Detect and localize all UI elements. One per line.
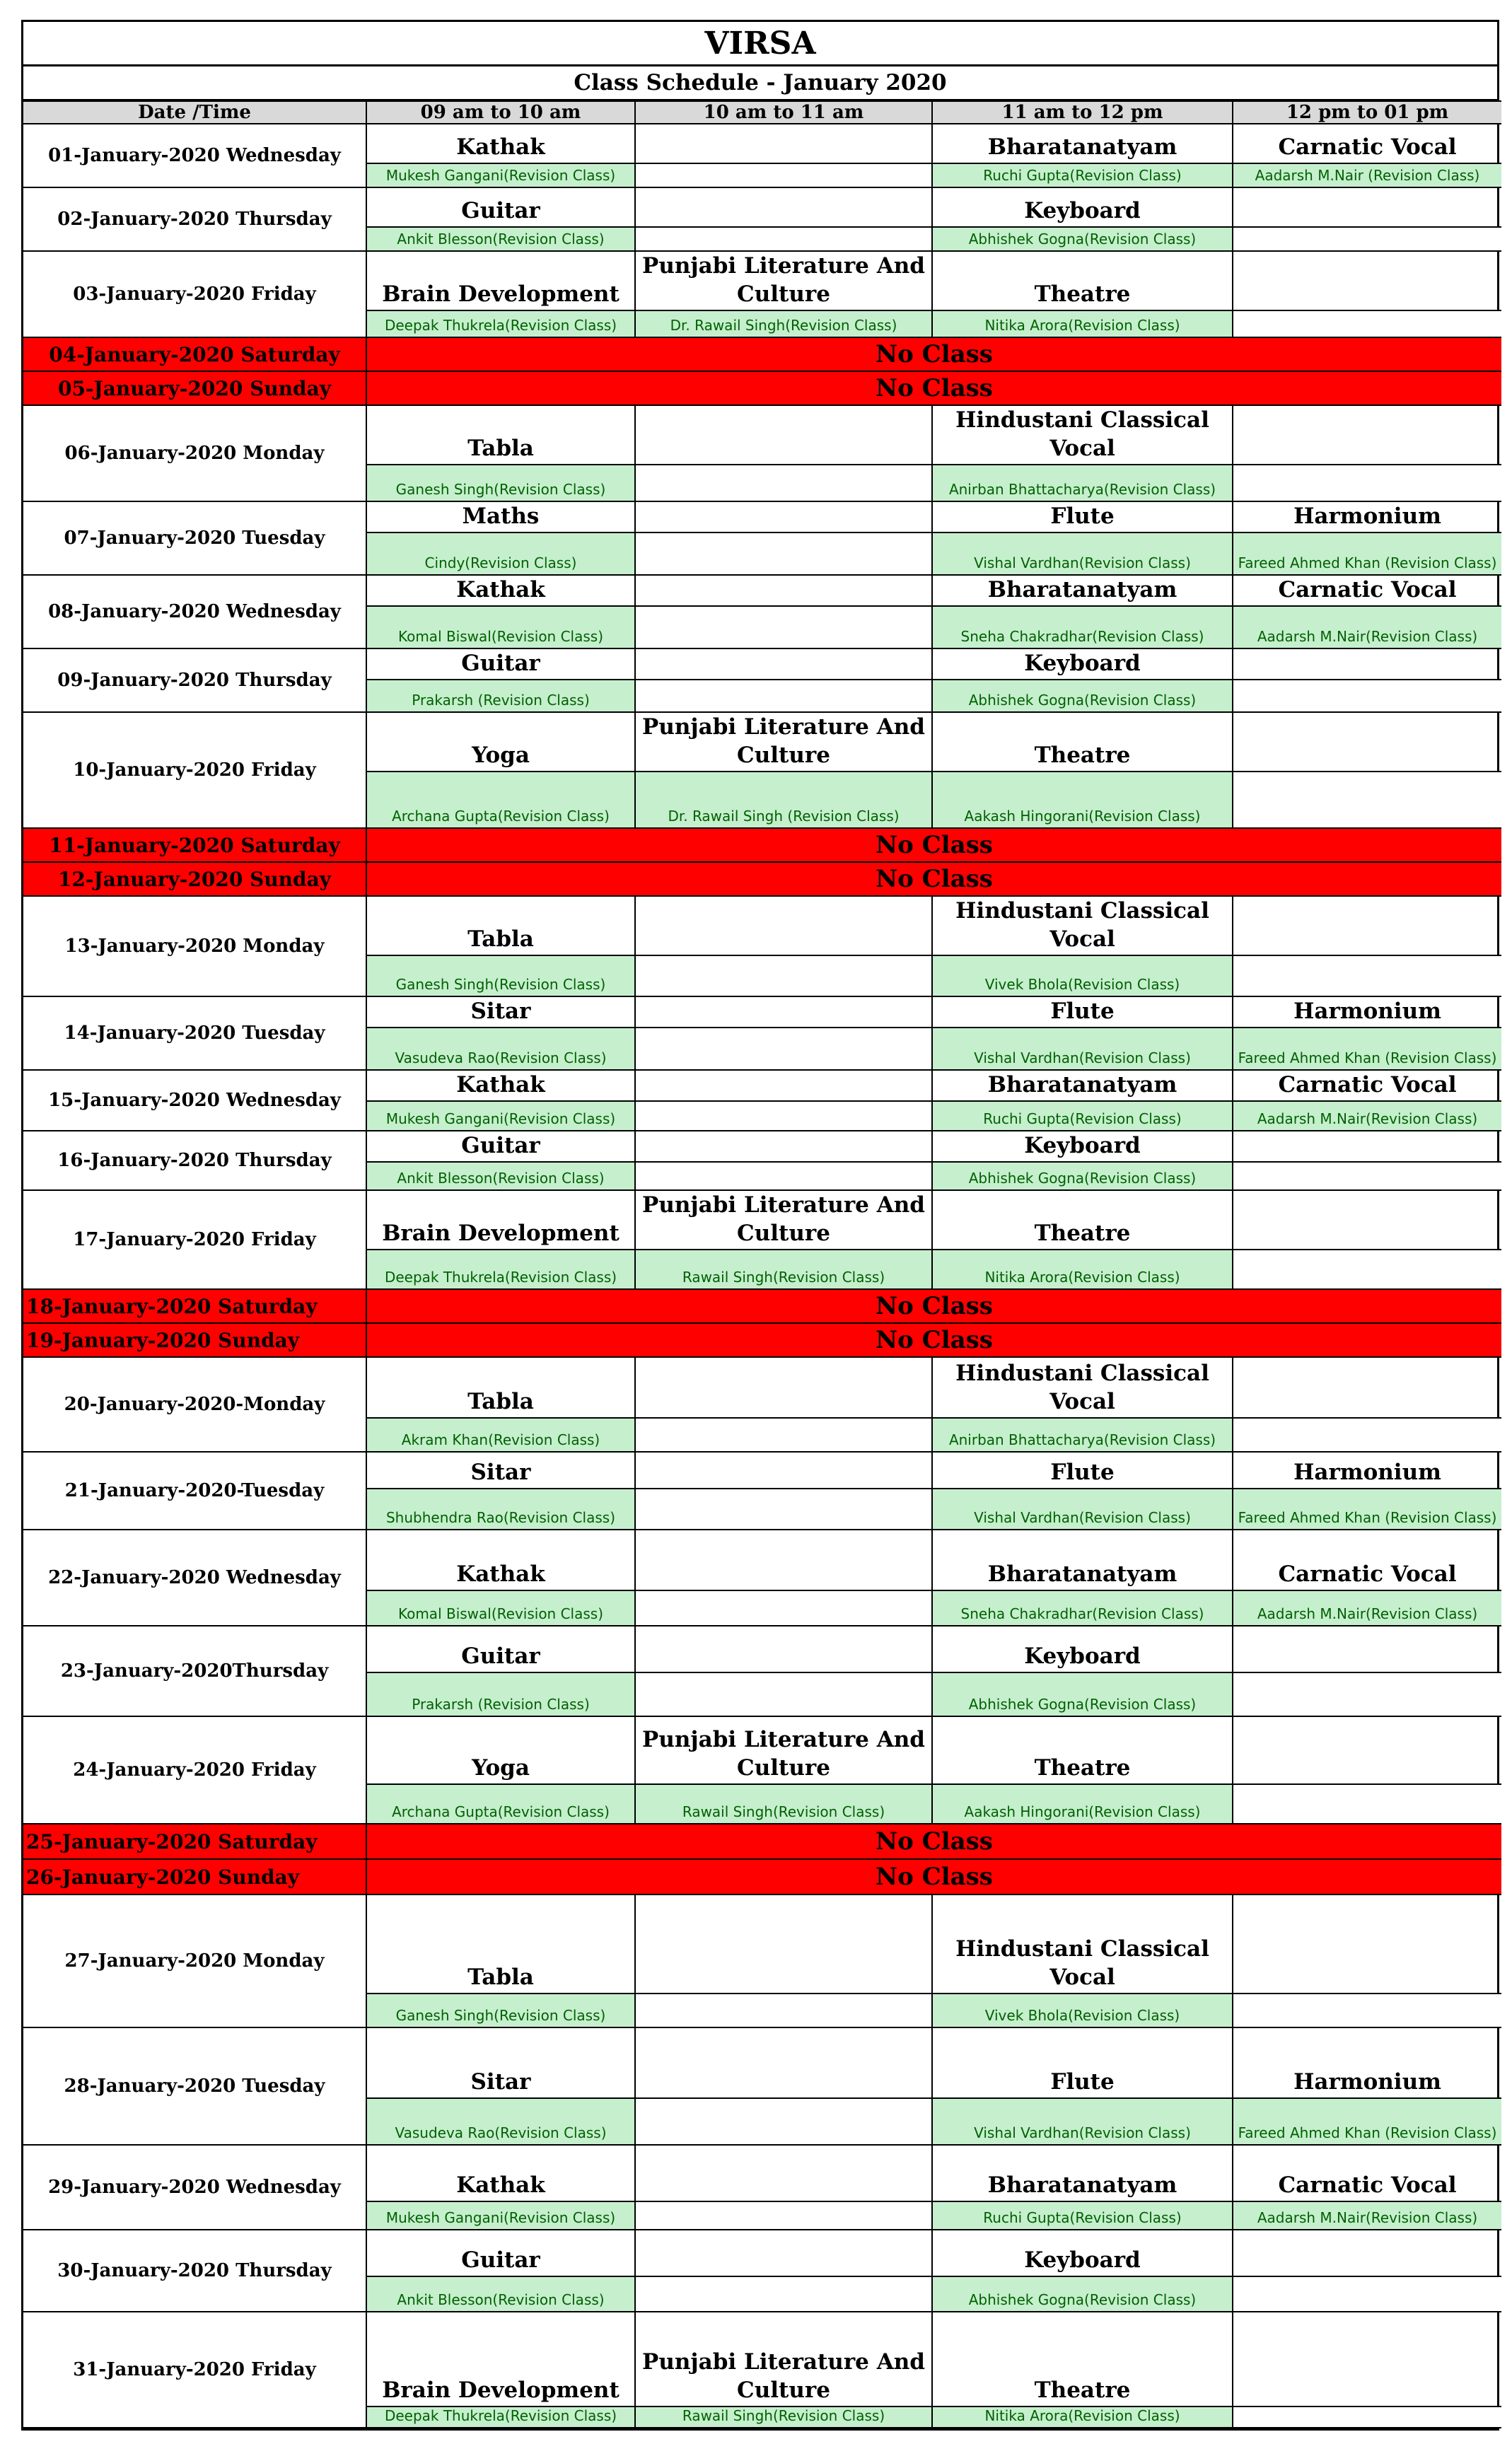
empty-class-cell <box>635 575 932 606</box>
teacher-cell: Deepak Thukrela(Revision Class) <box>366 2406 635 2428</box>
empty-class-cell <box>1233 1357 1501 1418</box>
class-punjabi-literature-and-culture: Punjabi Literature And Culture <box>635 712 932 772</box>
class-harmonium: Harmonium <box>1233 996 1501 1028</box>
date-cell: 04-January-2020 Saturday <box>23 337 366 371</box>
empty-teacher-cell <box>1233 310 1501 337</box>
class-row <box>23 251 1501 310</box>
empty-class-cell <box>1233 2230 1501 2276</box>
class-tabla: Tabla <box>366 1357 635 1418</box>
class-guitar: Guitar <box>366 187 635 227</box>
date-cell: 13-January-2020 Monday <box>23 896 366 996</box>
class-keyboard: Keyboard <box>932 1626 1233 1672</box>
empty-teacher-cell <box>635 1101 932 1131</box>
empty-teacher-cell <box>635 532 932 575</box>
no-class-label: No Class <box>366 337 1501 371</box>
date-cell: 11-January-2020 Saturday <box>23 828 366 862</box>
teacher-cell: Aadarsh M.Nair(Revision Class) <box>1233 2201 1501 2230</box>
teacher-cell: Vishal Vardhan(Revision Class) <box>932 1489 1233 1530</box>
class-hindustani-classical-vocal: Hindustani Classical Vocal <box>932 1357 1233 1418</box>
empty-class-cell <box>635 896 932 955</box>
no-class-row <box>23 1323 1501 1357</box>
class-sitar: Sitar <box>366 2027 635 2098</box>
empty-class-cell <box>1233 1626 1501 1672</box>
teacher-cell: Fareed Ahmed Khan (Revision Class) <box>1233 2098 1501 2145</box>
empty-teacher-cell <box>635 1162 932 1190</box>
date-cell: 16-January-2020 Thursday <box>23 1131 366 1190</box>
teacher-cell: Aadarsh M.Nair (Revision Class) <box>1233 163 1501 187</box>
teacher-cell: Vishal Vardhan(Revision Class) <box>932 1028 1233 1070</box>
class-tabla: Tabla <box>366 1895 635 1994</box>
class-guitar: Guitar <box>366 1131 635 1162</box>
class-carnatic-vocal: Carnatic Vocal <box>1233 1530 1501 1590</box>
no-class-row <box>23 371 1501 405</box>
class-row <box>23 1626 1501 1672</box>
date-cell: 28-January-2020 Tuesday <box>23 2027 366 2145</box>
date-cell: 05-January-2020 Sunday <box>23 371 366 405</box>
date-cell: 01-January-2020 Wednesday <box>23 124 366 187</box>
class-punjabi-literature-and-culture: Punjabi Literature And Culture <box>635 1716 932 1784</box>
empty-class-cell <box>635 2145 932 2201</box>
teacher-cell: Aakash Hingorani(Revision Class) <box>932 1784 1233 1824</box>
date-cell: 29-January-2020 Wednesday <box>23 2145 366 2230</box>
teacher-cell: Vasudeva Rao(Revision Class) <box>366 2098 635 2145</box>
empty-class-cell <box>635 405 932 465</box>
empty-class-cell <box>1233 1716 1501 1784</box>
empty-teacher-cell <box>1233 2406 1501 2428</box>
teacher-cell: Abhishek Gogna(Revision Class) <box>932 227 1233 251</box>
class-bharatanatyam: Bharatanatyam <box>932 1530 1233 1590</box>
teacher-cell: Ankit Blesson(Revision Class) <box>366 227 635 251</box>
teacher-cell: Vivek Bhola(Revision Class) <box>932 955 1233 996</box>
no-class-row <box>23 862 1501 896</box>
empty-teacher-cell <box>1233 227 1501 251</box>
teacher-cell: Dr. Rawail Singh(Revision Class) <box>635 310 932 337</box>
empty-teacher-cell <box>1233 465 1501 501</box>
teacher-cell: Mukesh Gangani(Revision Class) <box>366 1101 635 1131</box>
class-hindustani-classical-vocal: Hindustani Classical Vocal <box>932 1895 1233 1994</box>
empty-teacher-cell <box>1233 1418 1501 1452</box>
class-hindustani-classical-vocal: Hindustani Classical Vocal <box>932 896 1233 955</box>
class-row <box>23 575 1501 606</box>
teacher-cell: Vivek Bhola(Revision Class) <box>932 1994 1233 2027</box>
class-keyboard: Keyboard <box>932 648 1233 680</box>
date-cell: 26-January-2020 Sunday <box>23 1859 366 1895</box>
teacher-cell: Nitika Arora(Revision Class) <box>932 310 1233 337</box>
class-brain-development: Brain Development <box>366 251 635 310</box>
empty-class-cell <box>1233 896 1501 955</box>
class-row <box>23 1190 1501 1250</box>
teacher-cell: Rawail Singh(Revision Class) <box>635 2406 932 2428</box>
class-row <box>23 2145 1501 2201</box>
empty-class-cell <box>1233 187 1501 227</box>
class-yoga: Yoga <box>366 1716 635 1784</box>
class-maths: Maths <box>366 501 635 532</box>
schedule-sheet <box>21 20 1499 2431</box>
class-theatre: Theatre <box>932 1190 1233 1250</box>
teacher-cell: Abhishek Gogna(Revision Class) <box>932 680 1233 712</box>
class-guitar: Guitar <box>366 1626 635 1672</box>
teacher-cell: Vishal Vardhan(Revision Class) <box>932 532 1233 575</box>
class-keyboard: Keyboard <box>932 187 1233 227</box>
date-cell: 06-January-2020 Monday <box>23 405 366 501</box>
no-class-label: No Class <box>366 862 1501 896</box>
empty-class-cell <box>635 1070 932 1101</box>
class-carnatic-vocal: Carnatic Vocal <box>1233 124 1501 163</box>
teacher-cell: Abhishek Gogna(Revision Class) <box>932 1162 1233 1190</box>
header-slot-4: 12 pm to 01 pm <box>1233 101 1501 124</box>
teacher-cell: Komal Biswal(Revision Class) <box>366 606 635 648</box>
class-bharatanatyam: Bharatanatyam <box>932 124 1233 163</box>
empty-class-cell <box>635 187 932 227</box>
class-bharatanatyam: Bharatanatyam <box>932 1070 1233 1101</box>
no-class-row <box>23 337 1501 371</box>
class-row <box>23 1895 1501 1994</box>
page-title: VIRSA <box>23 22 1497 66</box>
class-flute: Flute <box>932 996 1233 1028</box>
header-slot-2: 10 am to 11 am <box>635 101 932 124</box>
no-class-label: No Class <box>366 1824 1501 1859</box>
class-flute: Flute <box>932 501 1233 532</box>
teacher-cell: Mukesh Gangani(Revision Class) <box>366 2201 635 2230</box>
empty-teacher-cell <box>635 606 932 648</box>
class-kathak: Kathak <box>366 124 635 163</box>
empty-teacher-cell <box>635 227 932 251</box>
class-hindustani-classical-vocal: Hindustani Classical Vocal <box>932 405 1233 465</box>
class-row <box>23 2027 1501 2098</box>
empty-class-cell <box>635 124 932 163</box>
teacher-cell: Cindy(Revision Class) <box>366 532 635 575</box>
teacher-cell: Aadarsh M.Nair(Revision Class) <box>1233 1590 1501 1626</box>
class-tabla: Tabla <box>366 405 635 465</box>
empty-class-cell <box>635 501 932 532</box>
teacher-cell: Komal Biswal(Revision Class) <box>366 1590 635 1626</box>
empty-teacher-cell <box>635 465 932 501</box>
class-carnatic-vocal: Carnatic Vocal <box>1233 575 1501 606</box>
empty-teacher-cell <box>1233 1994 1501 2027</box>
date-cell: 22-January-2020 Wednesday <box>23 1530 366 1626</box>
date-cell: 17-January-2020 Friday <box>23 1190 366 1289</box>
empty-teacher-cell <box>635 2098 932 2145</box>
teacher-cell: Ruchi Gupta(Revision Class) <box>932 2201 1233 2230</box>
class-sitar: Sitar <box>366 996 635 1028</box>
no-class-label: No Class <box>366 1859 1501 1895</box>
date-cell: 23-January-2020Thursday <box>23 1626 366 1716</box>
class-yoga: Yoga <box>366 712 635 772</box>
class-row <box>23 501 1501 532</box>
class-row <box>23 996 1501 1028</box>
teacher-cell: Deepak Thukrela(Revision Class) <box>366 310 635 337</box>
teacher-cell: Fareed Ahmed Khan (Revision Class) <box>1233 1489 1501 1530</box>
teacher-cell: Vasudeva Rao(Revision Class) <box>366 1028 635 1070</box>
empty-class-cell <box>1233 251 1501 310</box>
class-row <box>23 405 1501 465</box>
no-class-label: No Class <box>366 1323 1501 1357</box>
empty-class-cell <box>635 1357 932 1418</box>
no-class-row <box>23 1859 1501 1895</box>
header-slot-3: 11 am to 12 pm <box>932 101 1233 124</box>
class-carnatic-vocal: Carnatic Vocal <box>1233 2145 1501 2201</box>
class-row <box>23 187 1501 227</box>
no-class-label: No Class <box>366 1289 1501 1323</box>
teacher-cell: Vishal Vardhan(Revision Class) <box>932 2098 1233 2145</box>
teacher-cell: Prakarsh (Revision Class) <box>366 680 635 712</box>
class-theatre: Theatre <box>932 712 1233 772</box>
header-row <box>23 101 1501 124</box>
class-row <box>23 896 1501 955</box>
empty-class-cell <box>635 1530 932 1590</box>
class-bharatanatyam: Bharatanatyam <box>932 2145 1233 2201</box>
class-harmonium: Harmonium <box>1233 501 1501 532</box>
date-cell: 08-January-2020 Wednesday <box>23 575 366 648</box>
date-cell: 31-January-2020 Friday <box>23 2312 366 2428</box>
empty-class-cell <box>635 648 932 680</box>
header-slot-1: 09 am to 10 am <box>366 101 635 124</box>
date-cell: 25-January-2020 Saturday <box>23 1824 366 1859</box>
empty-class-cell <box>1233 2312 1501 2406</box>
date-cell: 03-January-2020 Friday <box>23 251 366 337</box>
teacher-cell: Rawail Singh(Revision Class) <box>635 1784 932 1824</box>
empty-class-cell <box>1233 1895 1501 1994</box>
empty-teacher-cell <box>635 2201 932 2230</box>
header-date: Date /Time <box>23 101 366 124</box>
teacher-cell: Anirban Bhattacharya(Revision Class) <box>932 1418 1233 1452</box>
class-theatre: Theatre <box>932 251 1233 310</box>
empty-class-cell <box>635 2230 932 2276</box>
class-theatre: Theatre <box>932 1716 1233 1784</box>
date-cell: 20-January-2020-Monday <box>23 1357 366 1452</box>
date-cell: 07-January-2020 Tuesday <box>23 501 366 575</box>
empty-class-cell <box>635 996 932 1028</box>
empty-teacher-cell <box>635 163 932 187</box>
teacher-cell: Sneha Chakradhar(Revision Class) <box>932 606 1233 648</box>
class-flute: Flute <box>932 1452 1233 1489</box>
class-harmonium: Harmonium <box>1233 1452 1501 1489</box>
empty-teacher-cell <box>1233 1784 1501 1824</box>
date-cell: 14-January-2020 Tuesday <box>23 996 366 1070</box>
teacher-cell: Abhishek Gogna(Revision Class) <box>932 1672 1233 1716</box>
teacher-cell: Nitika Arora(Revision Class) <box>932 1250 1233 1289</box>
class-tabla: Tabla <box>366 896 635 955</box>
date-cell: 12-January-2020 Sunday <box>23 862 366 896</box>
teacher-cell: Mukesh Gangani(Revision Class) <box>366 163 635 187</box>
class-kathak: Kathak <box>366 1530 635 1590</box>
teacher-cell: Sneha Chakradhar(Revision Class) <box>932 1590 1233 1626</box>
class-keyboard: Keyboard <box>932 1131 1233 1162</box>
page-subtitle: Class Schedule - January 2020 <box>23 66 1497 100</box>
class-bharatanatyam: Bharatanatyam <box>932 575 1233 606</box>
date-cell: 21-January-2020-Tuesday <box>23 1452 366 1530</box>
class-carnatic-vocal: Carnatic Vocal <box>1233 1070 1501 1101</box>
empty-class-cell <box>1233 648 1501 680</box>
class-brain-development: Brain Development <box>366 1190 635 1250</box>
class-kathak: Kathak <box>366 575 635 606</box>
date-cell: 24-January-2020 Friday <box>23 1716 366 1824</box>
empty-class-cell <box>1233 405 1501 465</box>
teacher-cell: Aakash Hingorani(Revision Class) <box>932 772 1233 828</box>
teacher-cell: Abhishek Gogna(Revision Class) <box>932 2276 1233 2312</box>
empty-teacher-cell <box>1233 1250 1501 1289</box>
empty-class-cell <box>635 2027 932 2098</box>
empty-teacher-cell <box>1233 2276 1501 2312</box>
class-guitar: Guitar <box>366 2230 635 2276</box>
class-kathak: Kathak <box>366 2145 635 2201</box>
class-row <box>23 1716 1501 1784</box>
empty-teacher-cell <box>635 955 932 996</box>
empty-teacher-cell <box>635 680 932 712</box>
class-row <box>23 648 1501 680</box>
schedule-body <box>23 124 1501 2428</box>
class-kathak: Kathak <box>366 1070 635 1101</box>
teacher-cell: Aadarsh M.Nair(Revision Class) <box>1233 606 1501 648</box>
empty-class-cell <box>1233 1131 1501 1162</box>
class-sitar: Sitar <box>366 1452 635 1489</box>
empty-class-cell <box>1233 712 1501 772</box>
empty-teacher-cell <box>1233 1162 1501 1190</box>
class-punjabi-literature-and-culture: Punjabi Literature And Culture <box>635 251 932 310</box>
empty-teacher-cell <box>1233 1672 1501 1716</box>
teacher-cell: Archana Gupta(Revision Class) <box>366 772 635 828</box>
date-cell: 15-January-2020 Wednesday <box>23 1070 366 1131</box>
class-guitar: Guitar <box>366 648 635 680</box>
date-cell: 18-January-2020 Saturday <box>23 1289 366 1323</box>
teacher-cell: Fareed Ahmed Khan (Revision Class) <box>1233 532 1501 575</box>
empty-class-cell <box>635 1452 932 1489</box>
teacher-cell: Ganesh Singh(Revision Class) <box>366 1994 635 2027</box>
teacher-cell: Deepak Thukrela(Revision Class) <box>366 1250 635 1289</box>
empty-teacher-cell <box>635 1028 932 1070</box>
empty-teacher-cell <box>635 1672 932 1716</box>
class-keyboard: Keyboard <box>932 2230 1233 2276</box>
date-cell: 02-January-2020 Thursday <box>23 187 366 251</box>
no-class-row <box>23 828 1501 862</box>
class-punjabi-literature-and-culture: Punjabi Literature And Culture <box>635 2312 932 2406</box>
date-cell: 10-January-2020 Friday <box>23 712 366 828</box>
class-punjabi-literature-and-culture: Punjabi Literature And Culture <box>635 1190 932 1250</box>
teacher-cell: Ankit Blesson(Revision Class) <box>366 1162 635 1190</box>
teacher-cell: Ganesh Singh(Revision Class) <box>366 465 635 501</box>
no-class-row <box>23 1289 1501 1323</box>
class-row <box>23 1452 1501 1489</box>
date-cell: 09-January-2020 Thursday <box>23 648 366 712</box>
empty-teacher-cell <box>635 1418 932 1452</box>
schedule-table <box>23 100 1501 2428</box>
empty-class-cell <box>635 1131 932 1162</box>
teacher-cell: Akram Khan(Revision Class) <box>366 1418 635 1452</box>
class-row <box>23 2230 1501 2276</box>
teacher-cell: Ruchi Gupta(Revision Class) <box>932 163 1233 187</box>
empty-teacher-cell <box>1233 955 1501 996</box>
teacher-cell: Rawail Singh(Revision Class) <box>635 1250 932 1289</box>
class-row <box>23 1070 1501 1101</box>
empty-teacher-cell <box>635 1489 932 1530</box>
date-cell: 27-January-2020 Monday <box>23 1895 366 2027</box>
teacher-cell: Prakarsh (Revision Class) <box>366 1672 635 1716</box>
class-theatre: Theatre <box>932 2312 1233 2406</box>
teacher-cell: Dr. Rawail Singh (Revision Class) <box>635 772 932 828</box>
date-cell: 30-January-2020 Thursday <box>23 2230 366 2312</box>
class-row <box>23 712 1501 772</box>
teacher-cell: Fareed Ahmed Khan (Revision Class) <box>1233 1028 1501 1070</box>
empty-teacher-cell <box>1233 680 1501 712</box>
empty-teacher-cell <box>1233 772 1501 828</box>
class-harmonium: Harmonium <box>1233 2027 1501 2098</box>
empty-teacher-cell <box>635 2276 932 2312</box>
no-class-label: No Class <box>366 371 1501 405</box>
empty-class-cell <box>635 1626 932 1672</box>
teacher-cell: Ruchi Gupta(Revision Class) <box>932 1101 1233 1131</box>
teacher-cell: Anirban Bhattacharya(Revision Class) <box>932 465 1233 501</box>
date-cell: 19-January-2020 Sunday <box>23 1323 366 1357</box>
empty-teacher-cell <box>635 1590 932 1626</box>
empty-teacher-cell <box>635 1994 932 2027</box>
class-brain-development: Brain Development <box>366 2312 635 2406</box>
class-row <box>23 2312 1501 2406</box>
teacher-cell: Archana Gupta(Revision Class) <box>366 1784 635 1824</box>
empty-class-cell <box>635 1895 932 1994</box>
teacher-cell: Ankit Blesson(Revision Class) <box>366 2276 635 2312</box>
class-row <box>23 1357 1501 1418</box>
no-class-row <box>23 1824 1501 1859</box>
teacher-cell: Shubhendra Rao(Revision Class) <box>366 1489 635 1530</box>
empty-class-cell <box>1233 1190 1501 1250</box>
class-row <box>23 1131 1501 1162</box>
class-row <box>23 1530 1501 1590</box>
no-class-label: No Class <box>366 828 1501 862</box>
teacher-cell: Nitika Arora(Revision Class) <box>932 2406 1233 2428</box>
class-row <box>23 124 1501 163</box>
class-flute: Flute <box>932 2027 1233 2098</box>
teacher-cell: Ganesh Singh(Revision Class) <box>366 955 635 996</box>
teacher-cell: Aadarsh M.Nair(Revision Class) <box>1233 1101 1501 1131</box>
